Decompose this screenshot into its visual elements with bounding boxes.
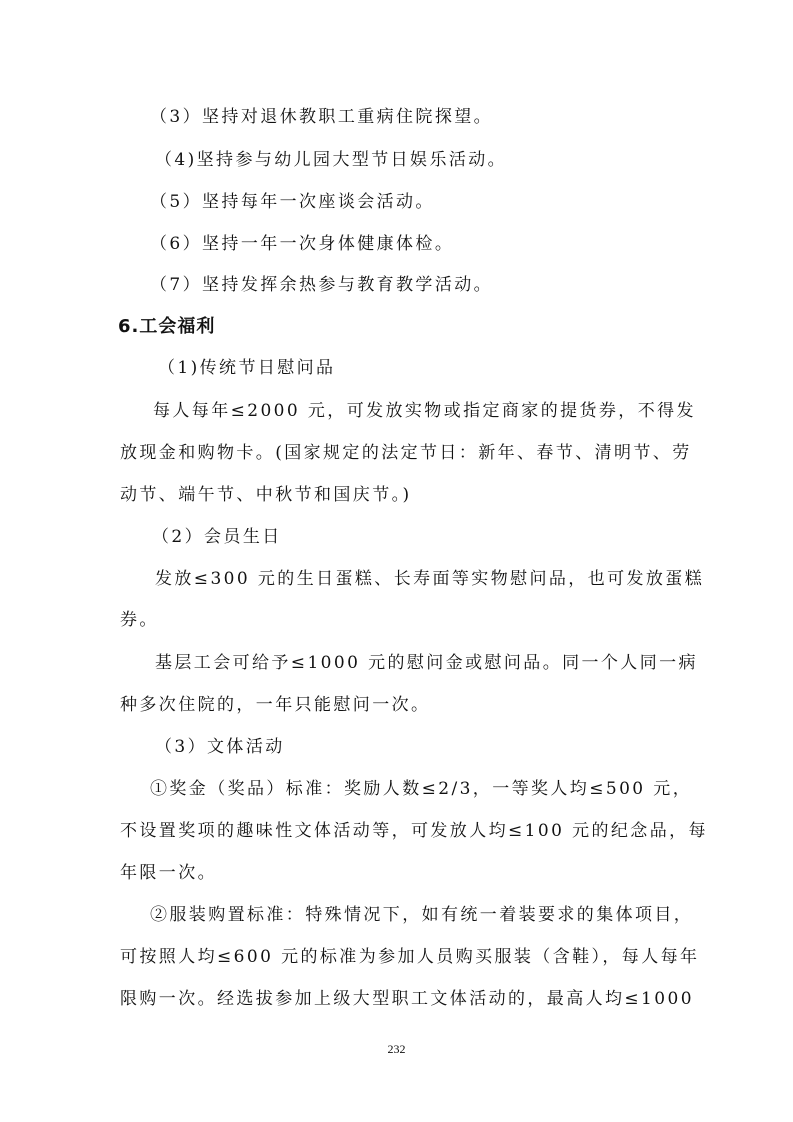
list-item: （4)坚持参与幼儿园大型节日娱乐活动。	[155, 150, 508, 170]
paragraph-line: 动节、端午节、中秋节和国庆节。)	[120, 485, 412, 505]
paragraph-line: ②服装购置标准：特殊情况下，如有统一着装要求的集体项目，	[150, 905, 694, 925]
page-number: 232	[387, 1042, 406, 1056]
paragraph-line: 不设置奖项的趣味性文体活动等，可发放人均≤100 元的纪念品，每	[120, 821, 708, 841]
subsection-title: （2）会员生日	[152, 527, 282, 547]
list-item: （3）坚持对退休教职工重病住院探望。	[150, 107, 494, 127]
paragraph-line: 每人每年≤2000 元，可发放实物或指定商家的提货券，不得发	[153, 401, 696, 421]
paragraph-line: 种多次住院的，一年只能慰问一次。	[120, 695, 431, 715]
paragraph-line: 发放≤300 元的生日蛋糕、长寿面等实物慰问品，也可发放蛋糕	[155, 569, 705, 589]
list-item: （5）坚持每年一次座谈会活动。	[150, 192, 435, 212]
paragraph-line: 可按照人均≤600 元的标准为参加人员购买服装（含鞋），每人每年	[120, 947, 700, 967]
section-heading: 6.工会福利	[118, 316, 216, 337]
list-item: （6）坚持一年一次身体健康体检。	[150, 234, 455, 254]
paragraph-line: 年限一次。	[120, 863, 217, 883]
subsection-title: （1)传统节日慰问品	[158, 358, 336, 378]
paragraph-line: ①奖金（奖品）标准：奖励人数≤2/3，一等奖人均≤500 元，	[150, 779, 693, 799]
subsection-title: （3）文体活动	[155, 737, 285, 757]
paragraph-line: 基层工会可给予≤1000 元的慰问金或慰问品。同一个人同一病	[155, 653, 698, 673]
paragraph-line: 限购一次。经选拔参加上级大型职工文体活动的，最高人均≤1000	[120, 989, 694, 1009]
paragraph-line: 券。	[120, 610, 159, 630]
paragraph-line: 放现金和购物卡。(国家规定的法定节日：新年、春节、清明节、劳	[120, 443, 692, 463]
list-item: （7）坚持发挥余热参与教育教学活动。	[150, 275, 494, 295]
